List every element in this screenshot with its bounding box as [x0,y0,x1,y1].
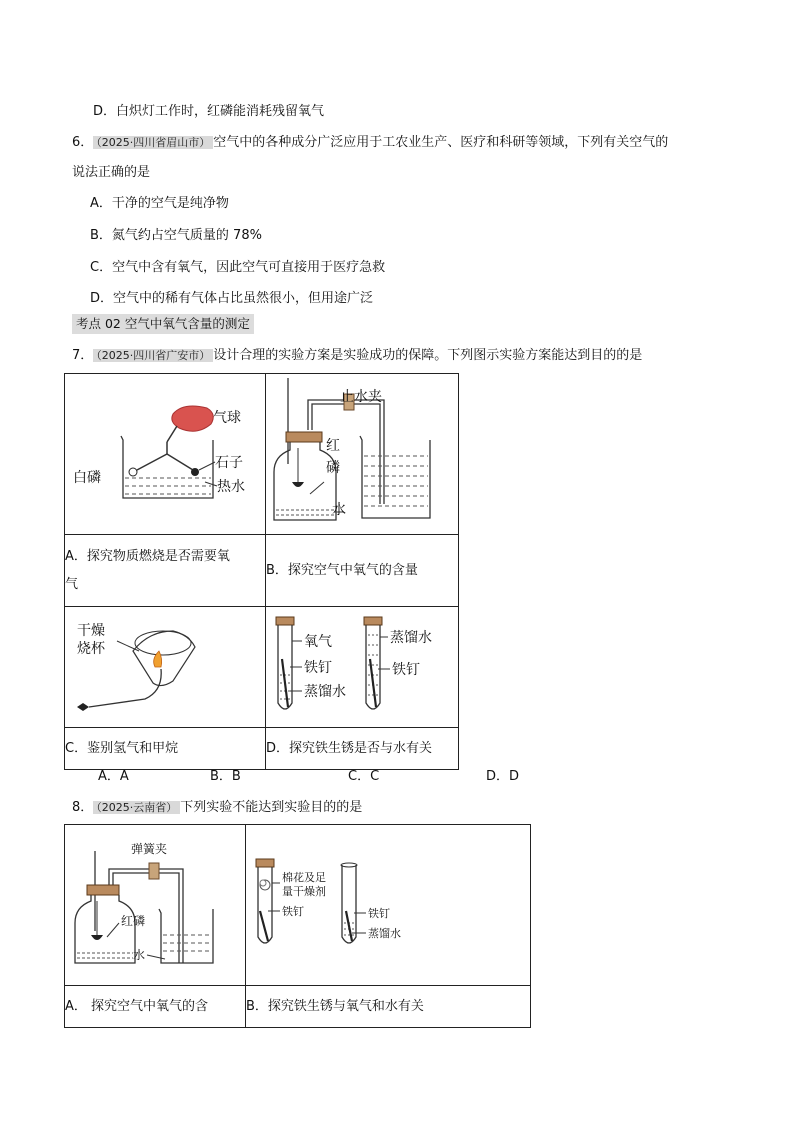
q8-a-clamp-label: 弹簧夹 [131,842,168,856]
q7-a-whitep-label: 白磷 [73,470,101,486]
q7-d-nail1-label: 铁钉 [304,660,332,676]
q7-caption-a-cell [65,535,266,607]
q7-d-nail2-label: 铁钉 [392,662,420,678]
q7-table [64,373,459,770]
section-heading: 考点 02 空气中氧气含量的测定 [72,314,254,334]
q8-a-redp-label: 红磷 [121,914,146,928]
q7-answer-c[interactable]: C．C [348,769,380,784]
q7-diagram-a-cell [65,374,266,535]
q6-option-a: A．干净的空气是纯净物 [90,196,229,211]
q8-stem-text: 下列实验不能达到实验目的的是 [180,800,363,815]
q7-d-dw2-label: 蒸馏水 [390,630,432,646]
q7-b-phos-label: 磷 [326,460,340,476]
q7-b-water-label: 水 [332,502,346,518]
q8-b-dw-label: 蒸馏水 [368,927,401,940]
q7-caption-c: C．鉴别氢气和甲烷 [65,728,266,770]
q7-number: 7． [72,348,94,363]
q7-a-balloon-label: 气球 [213,410,241,426]
q7-d-oxygen-label: 氧气 [304,634,332,650]
q7-b-clamp-label: 止水夹 [340,389,382,405]
q7-diagram-a [65,374,265,530]
q7-stem-text: 设计合理的实验方案是实验成功的保障。下列图示实验方案能达到目的的是 [213,348,643,363]
q6-stem-text: 空气中的各种成分广泛应用于工农业生产、医疗和科研等领域，下列有关空气的 [213,135,669,150]
q7-stem [72,346,642,366]
q8-diagram-a [65,825,245,981]
q6-option-d: D．空气中的稀有气体占比虽然很小，但用途广泛 [90,291,374,306]
q8-b-nail1-label: 铁钉 [282,905,304,918]
q6-stem-line2: 说法正确的是 [72,165,151,180]
q7-c-dry1-label: 干燥 [77,623,105,639]
q7-diagram-b [266,374,458,530]
q7-caption-a-line1: A．探究物质燃烧是否需要氧 [65,548,230,564]
q8-b-nail2-label: 铁钉 [368,907,390,920]
q8-caption-b: B．探究铁生锈与氧气和水有关 [246,986,531,1028]
q8-caption-a: A． 探究空气中氧气的含 [65,986,246,1028]
q6-source-tag: （2025·四川省眉山市） [93,136,213,149]
q8-a-water-label: 水 [133,948,146,962]
q8-b-cotton1-label: 棉花及足 [282,871,326,884]
q7-answer-d[interactable]: D．D [486,769,520,784]
q6-option-c: C．空气中含有氧气，因此空气可直接用于医疗急救 [90,260,386,275]
q8-source-tag: （2025·云南省） [93,801,180,814]
q7-answer-a[interactable]: A．A [98,769,129,784]
q8-b-cotton2-label: 量干燥剂 [282,885,326,898]
q7-caption-b: B．探究空气中氧气的含量 [266,535,459,607]
q7-answer-b[interactable]: B．B [210,769,241,784]
q7-caption-a-line2: 气 [65,576,79,592]
q6-number: 6． [72,135,94,150]
q7-caption-d: D．探究铁生锈是否与水有关 [266,728,459,770]
q6-option-b: B．氮气约占空气质量的 78% [90,228,262,243]
q7-a-stone-label: 石子 [215,455,243,471]
q7-diagram-b-cell [266,374,459,535]
q7-a-hotwater-label: 热水 [217,479,245,495]
q8-stem [72,798,362,818]
q5-option-d: D．白炽灯工作时，红磷能消耗残留氧气 [93,104,325,119]
q8-diagram-b [246,825,530,981]
q8-table [64,824,531,1028]
q7-diagram-c [65,607,265,723]
q8-diagram-b-cell [246,825,531,986]
q8-number: 8． [72,800,94,815]
q8-diagram-a-cell [65,825,246,986]
q7-b-red-label: 红 [326,438,340,454]
q7-d-dw1-label: 蒸馏水 [304,684,346,700]
q6-stem [72,133,668,153]
q7-diagram-d-cell [266,607,459,728]
q7-diagram-c-cell [65,607,266,728]
q7-source-tag: （2025·四川省广安市） [93,349,213,362]
q7-diagram-d [266,607,458,723]
q7-c-dry2-label: 烧杯 [77,641,105,657]
